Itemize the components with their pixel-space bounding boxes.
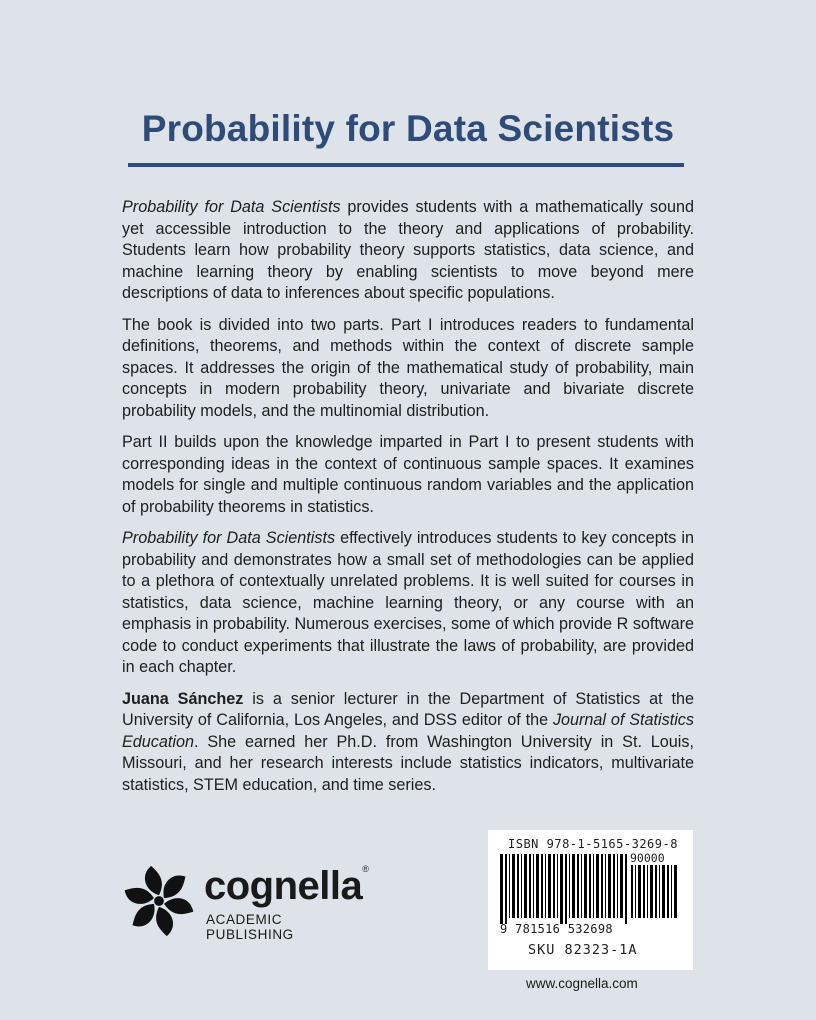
author-bio: Juana Sánchez is a senior lecturer in the Department of Statistics at the University of California, Los Angeles, and DSS editor of the Journal of Statistics Education. She earned her Ph.D. from Washington University in St. Louis, Missouri, and her research interests include statistics indicators, multivariate statistics, STEM education, and time series.: [122, 689, 694, 794]
publisher-website: www.cognella.com: [526, 976, 638, 991]
barcode-bar: [625, 854, 627, 924]
publisher-wordmark: cognella®: [204, 864, 369, 908]
book-title-italic: Probability for Data Scientists: [122, 529, 336, 547]
ean-barcode: [500, 854, 628, 924]
barcode-bar: [533, 854, 534, 918]
paragraph-summary: Probability for Data Scientists effectively introduces students to key concepts in probability and demonstrates how a small set of methodologies can be applied to a plethora of contextually unrelated problems. It is well suited for courses in statistics, data science, machine learning theory, or any course with an emphasis in probability. Numerous exercises, some of which provide R software code to conduct experiments that illustrate the laws of probability, are provided in each chapter.: [122, 529, 694, 676]
barcode-bar: [643, 865, 645, 918]
sku-code: SKU 82323-1A: [528, 942, 638, 958]
isbn-number: ISBN 978-1-5165-3269-8: [508, 837, 678, 851]
barcode-bar: [638, 865, 641, 918]
barcode-bar: [650, 865, 653, 918]
barcode-bar: [545, 854, 546, 918]
paragraph-part-two: Part II builds upon the knowledge imparted in Part I to present students with corresponding ideas in the context of continuous sample spaces. It examines models for single and multiple continuous random variables and the application of probability theorems in statistics.: [122, 433, 694, 516]
barcode-bar: [631, 865, 633, 918]
barcode-bar: [605, 854, 606, 918]
cognella-flower-icon: [120, 862, 198, 940]
paragraph-part-one: The book is divided into two parts. Part I introduces readers to fundamental definitions, theorems, and methods within the context of discrete sample spaces. It addresses the origin of the mathematical study of probability, main concepts in modern probability theory, univariate and bivariate discrete probability models, and the multinomial distribution.: [122, 315, 694, 420]
barcode-bar: [674, 865, 677, 918]
barcode-bar: [512, 854, 515, 918]
barcode-bar: [635, 865, 636, 918]
barcode-bar: [577, 854, 579, 918]
barcode-bar: [596, 854, 599, 918]
barcode-bar: [613, 854, 615, 918]
barcode-bar: [509, 854, 510, 918]
title-underline: [128, 163, 684, 167]
barcode-bar: [536, 854, 539, 918]
barcode-bar: [659, 865, 660, 918]
registered-mark: ®: [362, 864, 369, 874]
barcode-bar: [521, 854, 522, 918]
price-code: 90000: [630, 851, 665, 865]
barcode-bar: [655, 865, 657, 918]
barcode-bar: [557, 854, 558, 918]
barcode-bar: [589, 854, 591, 918]
barcode-bar: [608, 854, 611, 918]
publisher-logo: [120, 862, 370, 942]
barcode-bar: [500, 854, 503, 924]
barcode-bar: [581, 854, 582, 918]
barcode-bar: [541, 854, 543, 918]
isbn-barcode-label: [488, 830, 693, 970]
barcode-bar: [548, 854, 551, 918]
barcode-bar: [572, 854, 575, 918]
barcode-bar: [524, 854, 527, 918]
barcode-bar: [620, 854, 623, 918]
author-name: Juana Sánchez: [122, 689, 244, 708]
barcode-bar: [569, 854, 570, 918]
paragraph-intro: Probability for Data Scientists provides students with a mathematically sound yet accessible introduction to the theory and applications of probability. Students learn how probability theory supports statistics, data science, and machine learning theory by enabling scientists to move beyond mere descriptions of data to inferences about specific populations.: [122, 198, 694, 302]
barcode-bar: [647, 865, 648, 918]
addon-barcode: [631, 865, 681, 924]
barcode-bar: [517, 854, 519, 918]
book-title-italic: Probability for Data Scientists: [122, 198, 341, 216]
barcode-bar: [529, 854, 531, 918]
back-cover-description: [122, 197, 694, 806]
book-title: Probability for Data Scientists: [141, 108, 675, 149]
barcode-digits: 9 781516 532698: [500, 922, 613, 936]
journal-name: Journal of Statistics Education: [122, 711, 694, 751]
barcode-bar: [505, 854, 507, 924]
barcode-bar: [667, 865, 669, 918]
barcode-bar: [553, 854, 555, 918]
barcode-bar: [671, 865, 672, 918]
barcode-bar: [560, 854, 563, 924]
barcode-bar: [565, 854, 567, 924]
barcode-bar: [617, 854, 618, 918]
barcode-bar: [593, 854, 594, 918]
barcode-bar: [662, 865, 665, 918]
barcode-bar: [584, 854, 587, 918]
barcode-bar: [601, 854, 603, 918]
publisher-subtitle: ACADEMIC PUBLISHING: [206, 912, 294, 942]
